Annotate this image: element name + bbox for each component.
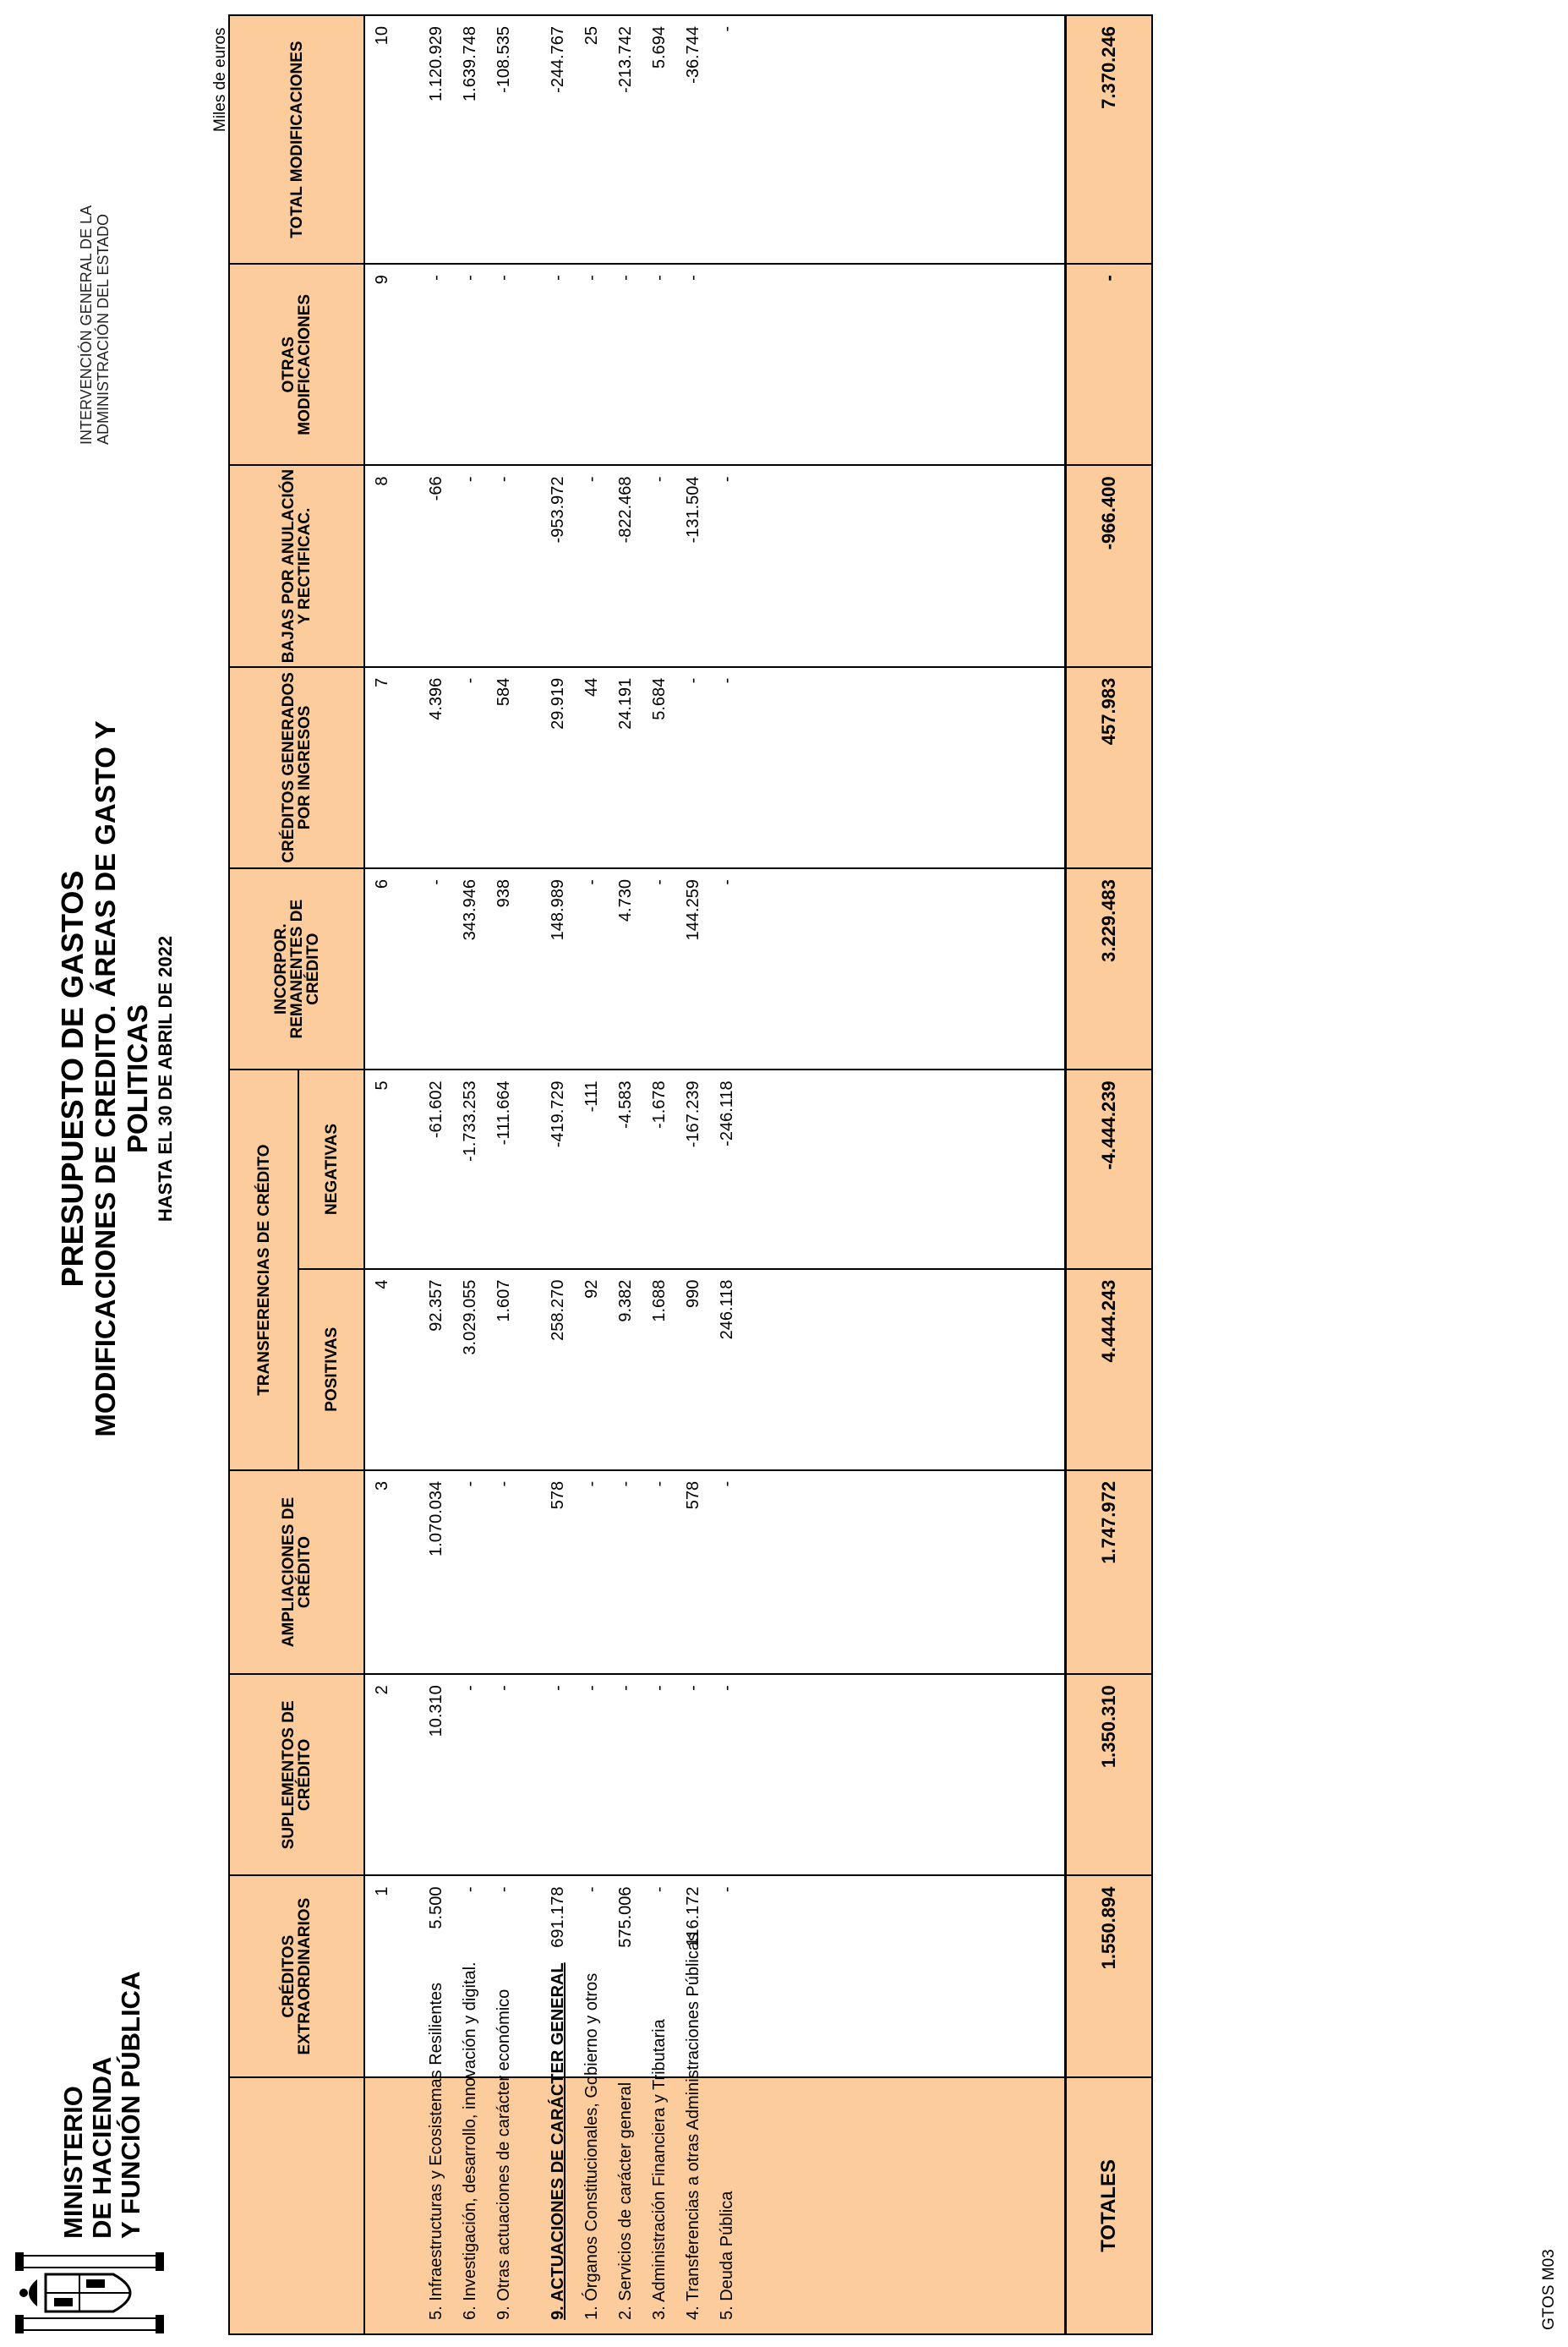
- igae-line-1: INTERVENCIÓN GENERAL DE LA: [78, 205, 95, 445]
- totals-row: [1065, 15, 1152, 2334]
- table-cell: -111: [575, 1070, 609, 1268]
- table-cell: 1.688: [642, 1269, 676, 1470]
- table-cell: -66: [419, 465, 453, 666]
- table-cell: 10.310: [419, 1674, 453, 1875]
- table-cell: -: [419, 868, 453, 1070]
- table-cell: -: [575, 1876, 609, 2077]
- ministry-line-3: Y FUNCIÓN PÚBLICA: [116, 1971, 145, 2239]
- table-cell: -: [676, 667, 710, 868]
- table-cell: 1.070.034: [419, 1470, 453, 1674]
- table-cell: -: [642, 1674, 676, 1875]
- table-cell: -: [710, 1876, 744, 2077]
- table-cell: -: [575, 1674, 609, 1875]
- budget-table: [228, 14, 1153, 2335]
- table-cell: -: [642, 1470, 676, 1674]
- col-header-otras: OTRAS MODIFICACIONES: [229, 264, 364, 465]
- table-cell: -108.535: [487, 15, 521, 264]
- table-cell: 24.191: [609, 667, 642, 868]
- table-cell: -: [453, 465, 487, 666]
- table-cell: 575.006: [609, 1876, 642, 2077]
- table-cell: -: [453, 1470, 487, 1674]
- table-cell: -111.664: [487, 1070, 521, 1268]
- table-cell: 578: [541, 1470, 575, 1674]
- table-cell: 1.120.929: [419, 15, 453, 264]
- table-cell: -: [453, 1674, 487, 1875]
- table-cell: -: [487, 465, 521, 666]
- col-number: 6: [364, 868, 399, 1070]
- totals-cell: 7.370.246: [1065, 15, 1152, 264]
- table-cell: 3.029.055: [453, 1269, 487, 1470]
- table-cell: -246.118: [710, 1070, 744, 1268]
- table-cell: 578: [676, 1470, 710, 1674]
- table-cell: -4.583: [609, 1070, 642, 1268]
- totals-cell: 1.747.972: [1065, 1470, 1152, 1674]
- table-cell: -36.744: [676, 15, 710, 264]
- title-line-1: PRESUPUESTO DE GASTOS: [55, 870, 90, 1288]
- table-cell: 25: [575, 15, 609, 264]
- title-line-3: HASTA EL 30 DE ABRIL DE 2022: [155, 935, 176, 1223]
- table-cell: 5.694: [642, 15, 676, 264]
- col-number: 4: [364, 1269, 399, 1470]
- table-cell: -: [710, 465, 744, 666]
- table-cell: [710, 264, 744, 465]
- table-row: [676, 15, 710, 2334]
- table-row: [642, 15, 676, 2334]
- col-header-total: TOTAL MODIFICACIONES: [229, 15, 364, 264]
- table-row: [453, 15, 487, 2334]
- table-cell: 1.639.748: [453, 15, 487, 264]
- table-cell: 343.946: [453, 868, 487, 1070]
- table-cell: -: [487, 1876, 521, 2077]
- table-cell: 584: [487, 667, 521, 868]
- table-row: [609, 15, 642, 2334]
- table-cell: -1.678: [642, 1070, 676, 1268]
- row-label: 4. Transferencias a otras Administraciones Públicas: [683, 1933, 702, 2320]
- totals-cell: 4.444.243: [1065, 1269, 1152, 1470]
- igae-line-2: ADMINISTRACIÓN DEL ESTADO: [95, 213, 112, 445]
- table-cell: -167.239: [676, 1070, 710, 1268]
- table-cell: -: [710, 15, 744, 264]
- col-number: 1: [364, 1876, 399, 2077]
- totals-cell: -: [1065, 264, 1152, 465]
- table-cell: -: [575, 1470, 609, 1674]
- table-cell: -: [710, 1674, 744, 1875]
- table-cell: -: [541, 264, 575, 465]
- table-cell: -: [575, 264, 609, 465]
- totals-cell: 3.229.483: [1065, 868, 1152, 1070]
- totals-label: TOTALES: [1065, 2077, 1152, 2334]
- row-label: 3. Administración Financiera y Tributaria: [649, 2019, 669, 2320]
- table-row: [419, 15, 453, 2334]
- table-cell: -: [487, 1674, 521, 1875]
- table-cell: 92: [575, 1269, 609, 1470]
- table-cell: 4.730: [609, 868, 642, 1070]
- row-label: 1. Órganos Constitucionales, Gobierno y otros: [582, 1972, 601, 2320]
- row-label: 5. Infraestructuras y Ecosistemas Resilientes: [426, 1982, 445, 2320]
- table-cell: -: [642, 465, 676, 666]
- table-cell: -: [710, 1470, 744, 1674]
- row-label: 6. Investigación, desarrollo, innovación y digital.: [460, 1961, 479, 2320]
- table-row: [541, 15, 575, 2334]
- table-cell: -244.767: [541, 15, 575, 264]
- row-label: 2. Servicios de carácter general: [615, 2082, 635, 2320]
- table-cell: 1.607: [487, 1269, 521, 1470]
- table-cell: -: [575, 868, 609, 1070]
- table-cell: 938: [487, 868, 521, 1070]
- document-code: GTOS M03: [1540, 2249, 1558, 2330]
- table-row: [710, 15, 744, 2334]
- table-cell: -: [710, 667, 744, 868]
- col-header-bajas: BAJAS POR ANULACIÓN Y RECTIFICAC.: [229, 465, 364, 666]
- table-cell: -822.468: [609, 465, 642, 666]
- ministry-line-2: DE HACIENDA: [87, 2056, 117, 2239]
- col-header-negativas: NEGATIVAS: [298, 1070, 364, 1268]
- col-number: 5: [364, 1070, 399, 1268]
- table-cell: -61.602: [419, 1070, 453, 1268]
- col-header-positivas: POSITIVAS: [298, 1269, 364, 1470]
- table-cell: -: [419, 264, 453, 465]
- table-row: [487, 15, 521, 2334]
- table-cell: -: [676, 1674, 710, 1875]
- igae-label: [78, 81, 112, 445]
- table-cell: -: [487, 1470, 521, 1674]
- col-header-incorporacion: INCORPOR. REMANENTES DE CRÉDITO: [229, 868, 364, 1070]
- col-header-suplementos: SUPLEMENTOS DE CRÉDITO: [229, 1674, 364, 1875]
- table-cell: 44: [575, 667, 609, 868]
- totals-cell: -4.444.239: [1065, 1070, 1152, 1268]
- table-cell: -: [642, 264, 676, 465]
- table-cell: -: [453, 667, 487, 868]
- table-cell: -: [541, 1674, 575, 1875]
- ministry-name: [59, 1972, 145, 2239]
- table-cell: 144.259: [676, 868, 710, 1070]
- col-number: 2: [364, 1674, 399, 1875]
- row-label: 9. ACTUACIONES DE CARÁCTER GENERAL: [548, 1962, 567, 2320]
- table-cell: -: [676, 264, 710, 465]
- table-cell: -: [453, 264, 487, 465]
- col-header-ampliaciones: AMPLIACIONES DE CRÉDITO: [229, 1470, 364, 1674]
- coat-of-arms-icon: [12, 2251, 167, 2335]
- table-cell: 258.270: [541, 1269, 575, 1470]
- col-number: 9: [364, 264, 399, 465]
- col-number: 10: [364, 15, 399, 264]
- table-cell: 116.172: [676, 1876, 710, 2077]
- table-cell: 691.178: [541, 1876, 575, 2077]
- table-cell: -: [609, 1674, 642, 1875]
- totals-cell: -966.400: [1065, 465, 1152, 666]
- table-cell: 5.684: [642, 667, 676, 868]
- table-cell: 4.396: [419, 667, 453, 868]
- table-cell: 246.118: [710, 1269, 744, 1470]
- table-cell: -953.972: [541, 465, 575, 666]
- table-cell: -: [487, 264, 521, 465]
- col-number: 7: [364, 667, 399, 868]
- table-cell: 990: [676, 1269, 710, 1470]
- table-cell: -419.729: [541, 1070, 575, 1268]
- units-label: Miles de euros: [211, 27, 229, 132]
- table-cell: 29.919: [541, 667, 575, 868]
- report-title: [56, 656, 178, 1502]
- table-cell: -: [453, 1876, 487, 2077]
- col-number: 8: [364, 465, 399, 666]
- table-cell: -213.742: [609, 15, 642, 264]
- table-cell: 5.500: [419, 1876, 453, 2077]
- label-header: [229, 2077, 364, 2334]
- table-cell: -: [642, 868, 676, 1070]
- totals-cell: 1.350.310: [1065, 1674, 1152, 1875]
- col-header-generados: CRÉDITOS GENERADOS POR INGRESOS: [229, 667, 364, 868]
- table-cell: 148.989: [541, 868, 575, 1070]
- row-label: 9. Otras actuaciones de carácter económico: [494, 1989, 513, 2320]
- table-cell: -: [609, 264, 642, 465]
- title-line-2: MODIFICACIONES DE CREDITO. ÁREAS DE GASTO Y POLITICAS: [90, 720, 153, 1437]
- table-cell: -1.733.253: [453, 1070, 487, 1268]
- col-header-creditos-extraordinarios: CRÉDITOS EXTRAORDINARIOS: [229, 1876, 364, 2077]
- ministry-line-1: MINISTERIO: [58, 2086, 88, 2239]
- table-cell: 92.357: [419, 1269, 453, 1470]
- table-row: [575, 15, 609, 2334]
- table-cell: 9.382: [609, 1269, 642, 1470]
- table-cell: -131.504: [676, 465, 710, 666]
- totals-cell: 1.550.894: [1065, 1876, 1152, 2077]
- table-cell: -: [575, 465, 609, 666]
- table-cell: -: [609, 1470, 642, 1674]
- row-label: 5. Deuda Pública: [717, 2191, 736, 2320]
- table-cell: -: [710, 868, 744, 1070]
- table-cell: -: [642, 1876, 676, 2077]
- col-header-transferencias: TRANSFERENCIAS DE CRÉDITO: [229, 1070, 298, 1470]
- totals-cell: 457.983: [1065, 667, 1152, 868]
- col-number: 3: [364, 1470, 399, 1674]
